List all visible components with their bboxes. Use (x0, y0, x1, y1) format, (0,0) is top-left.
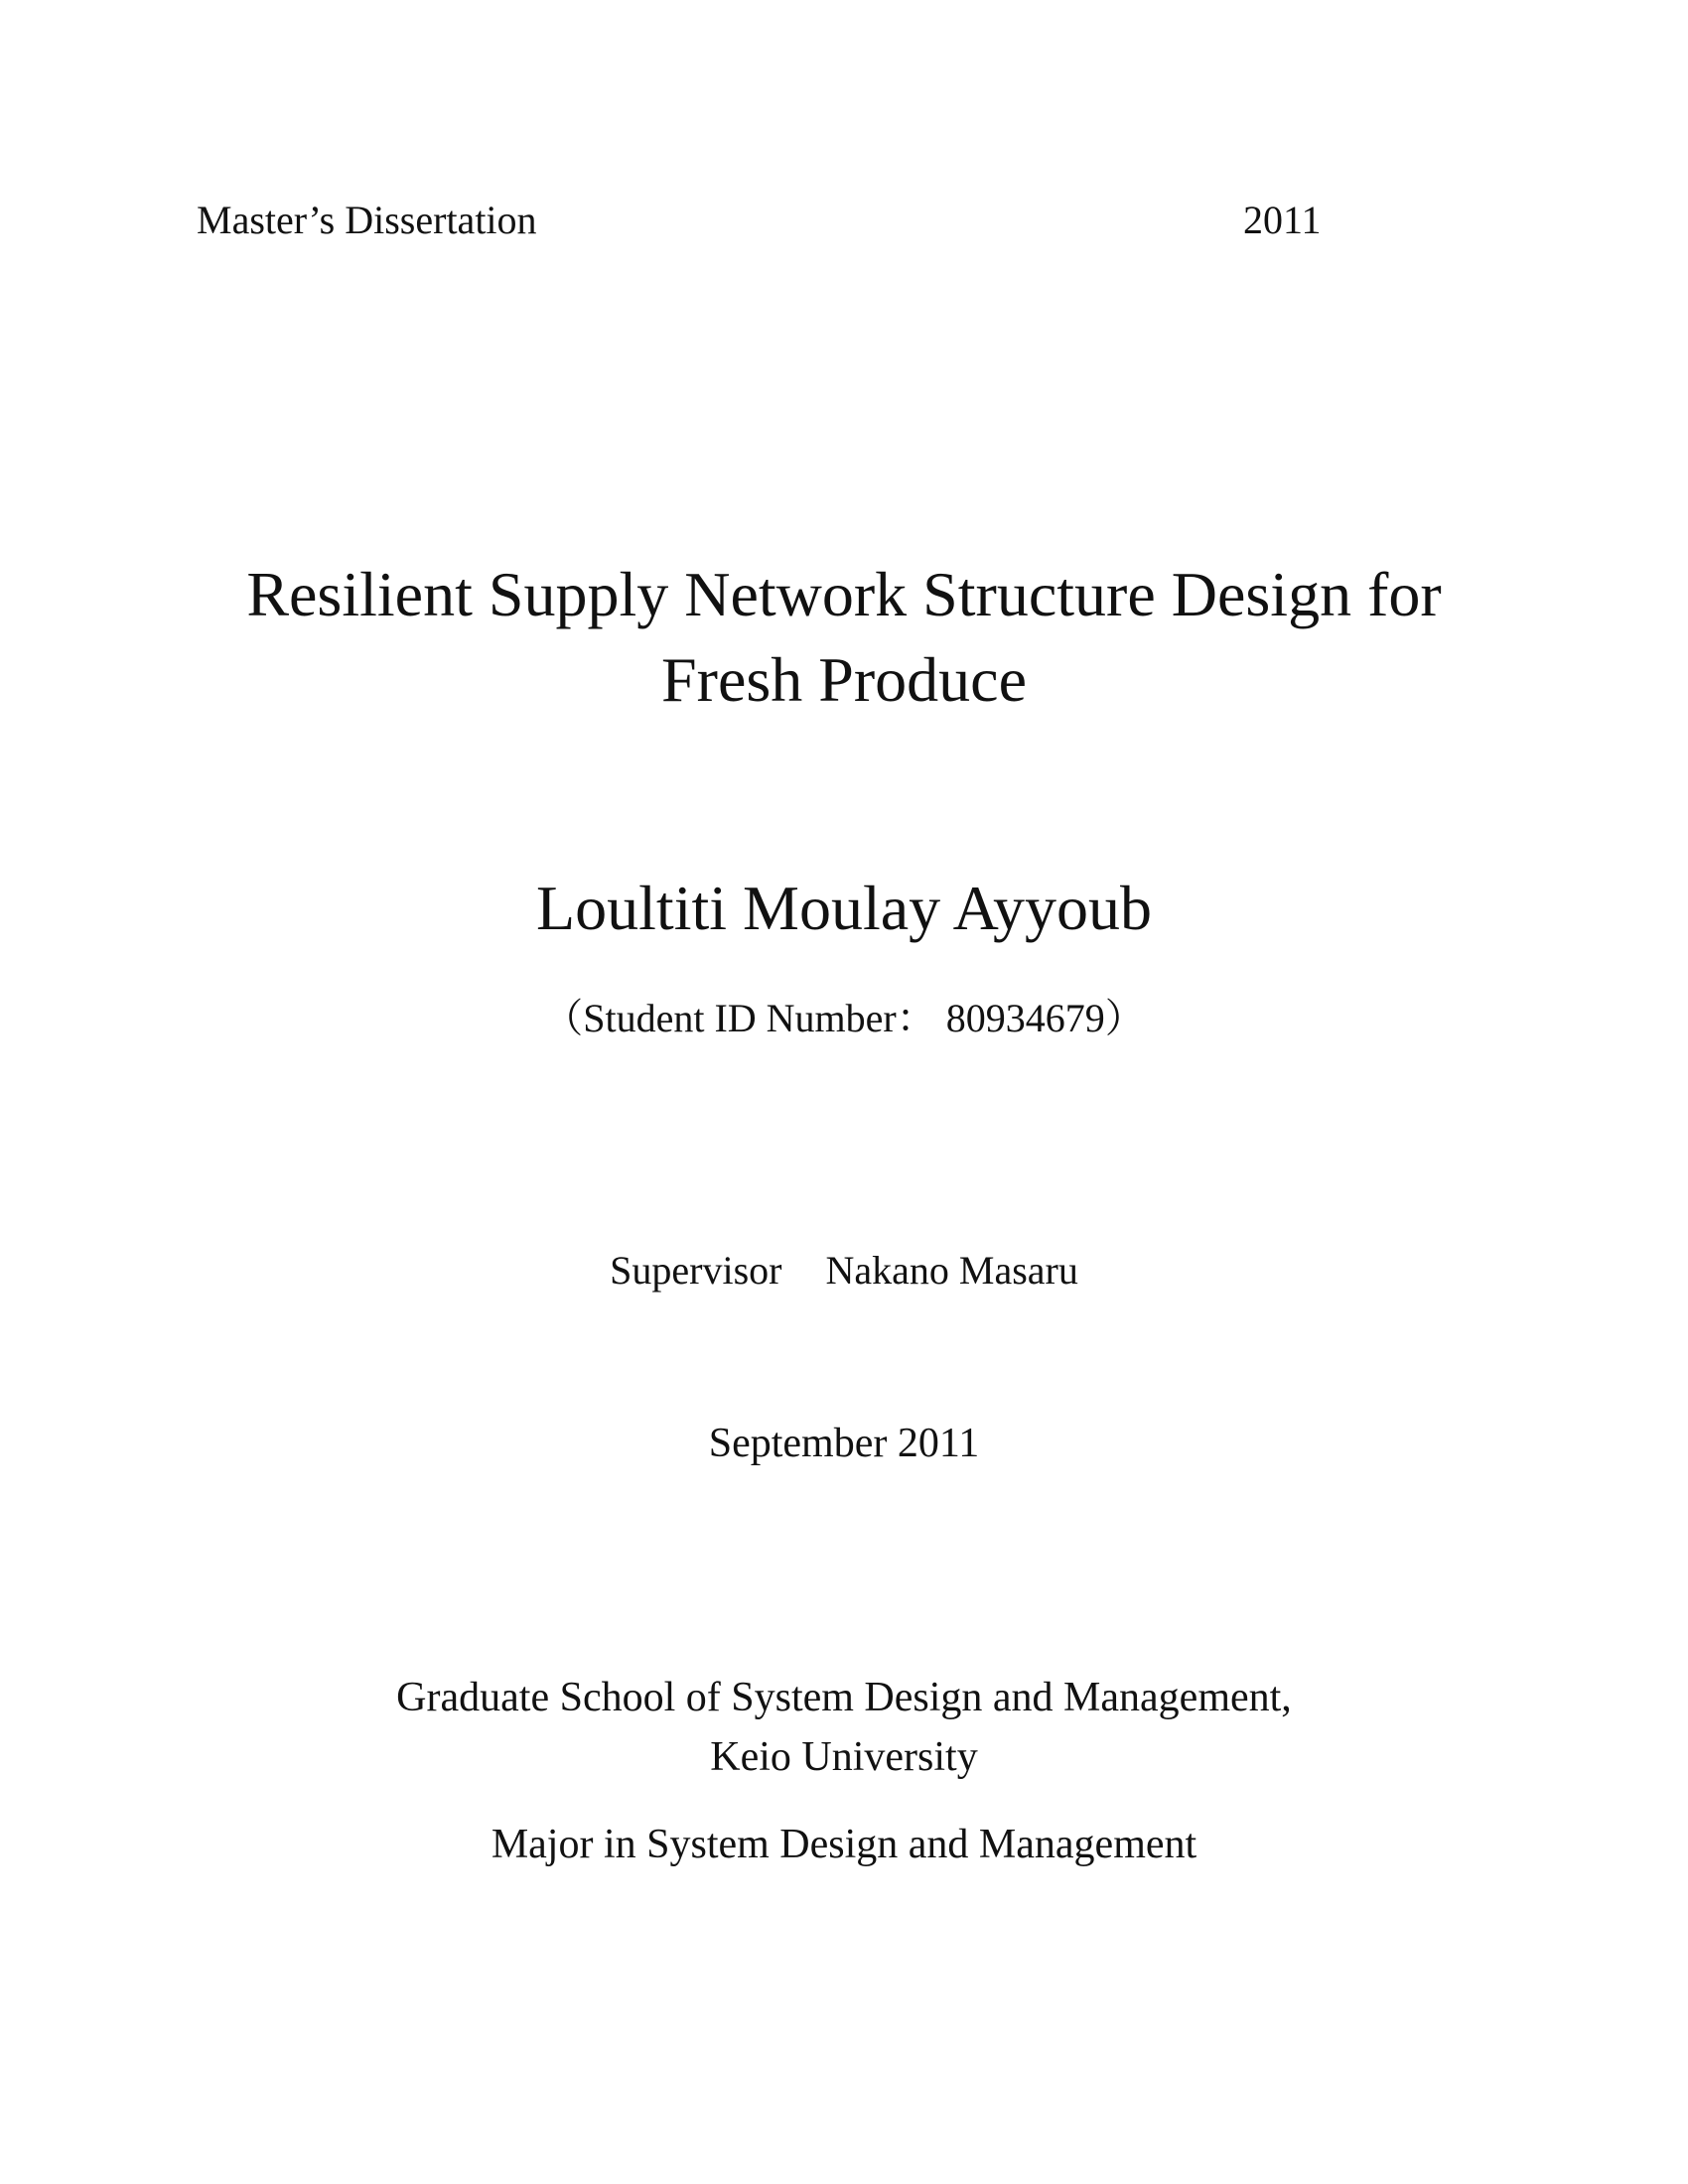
title-line-1: Resilient Supply Network Structure Design for (246, 559, 1442, 629)
major-name: Major in System Design and Management (491, 1822, 1197, 1867)
student-id: （Student ID Number： 80934679） (543, 996, 1145, 1040)
supervisor-line (0, 1247, 1688, 1294)
title-line-2: Fresh Produce (661, 644, 1027, 715)
header-year: 2011 (1243, 198, 1322, 242)
university-name: Keio University (710, 1734, 978, 1780)
supervisor-label: Supervisor (610, 1248, 782, 1293)
supervisor-name: Nakano Masaru (825, 1248, 1078, 1293)
document-type: Master’s Dissertation (197, 198, 537, 242)
submission-date: September 2011 (708, 1421, 980, 1466)
school-name: Graduate School of System Design and Management, (396, 1675, 1292, 1720)
author-name: Loultiti Moulay Ayyoub (536, 873, 1152, 943)
